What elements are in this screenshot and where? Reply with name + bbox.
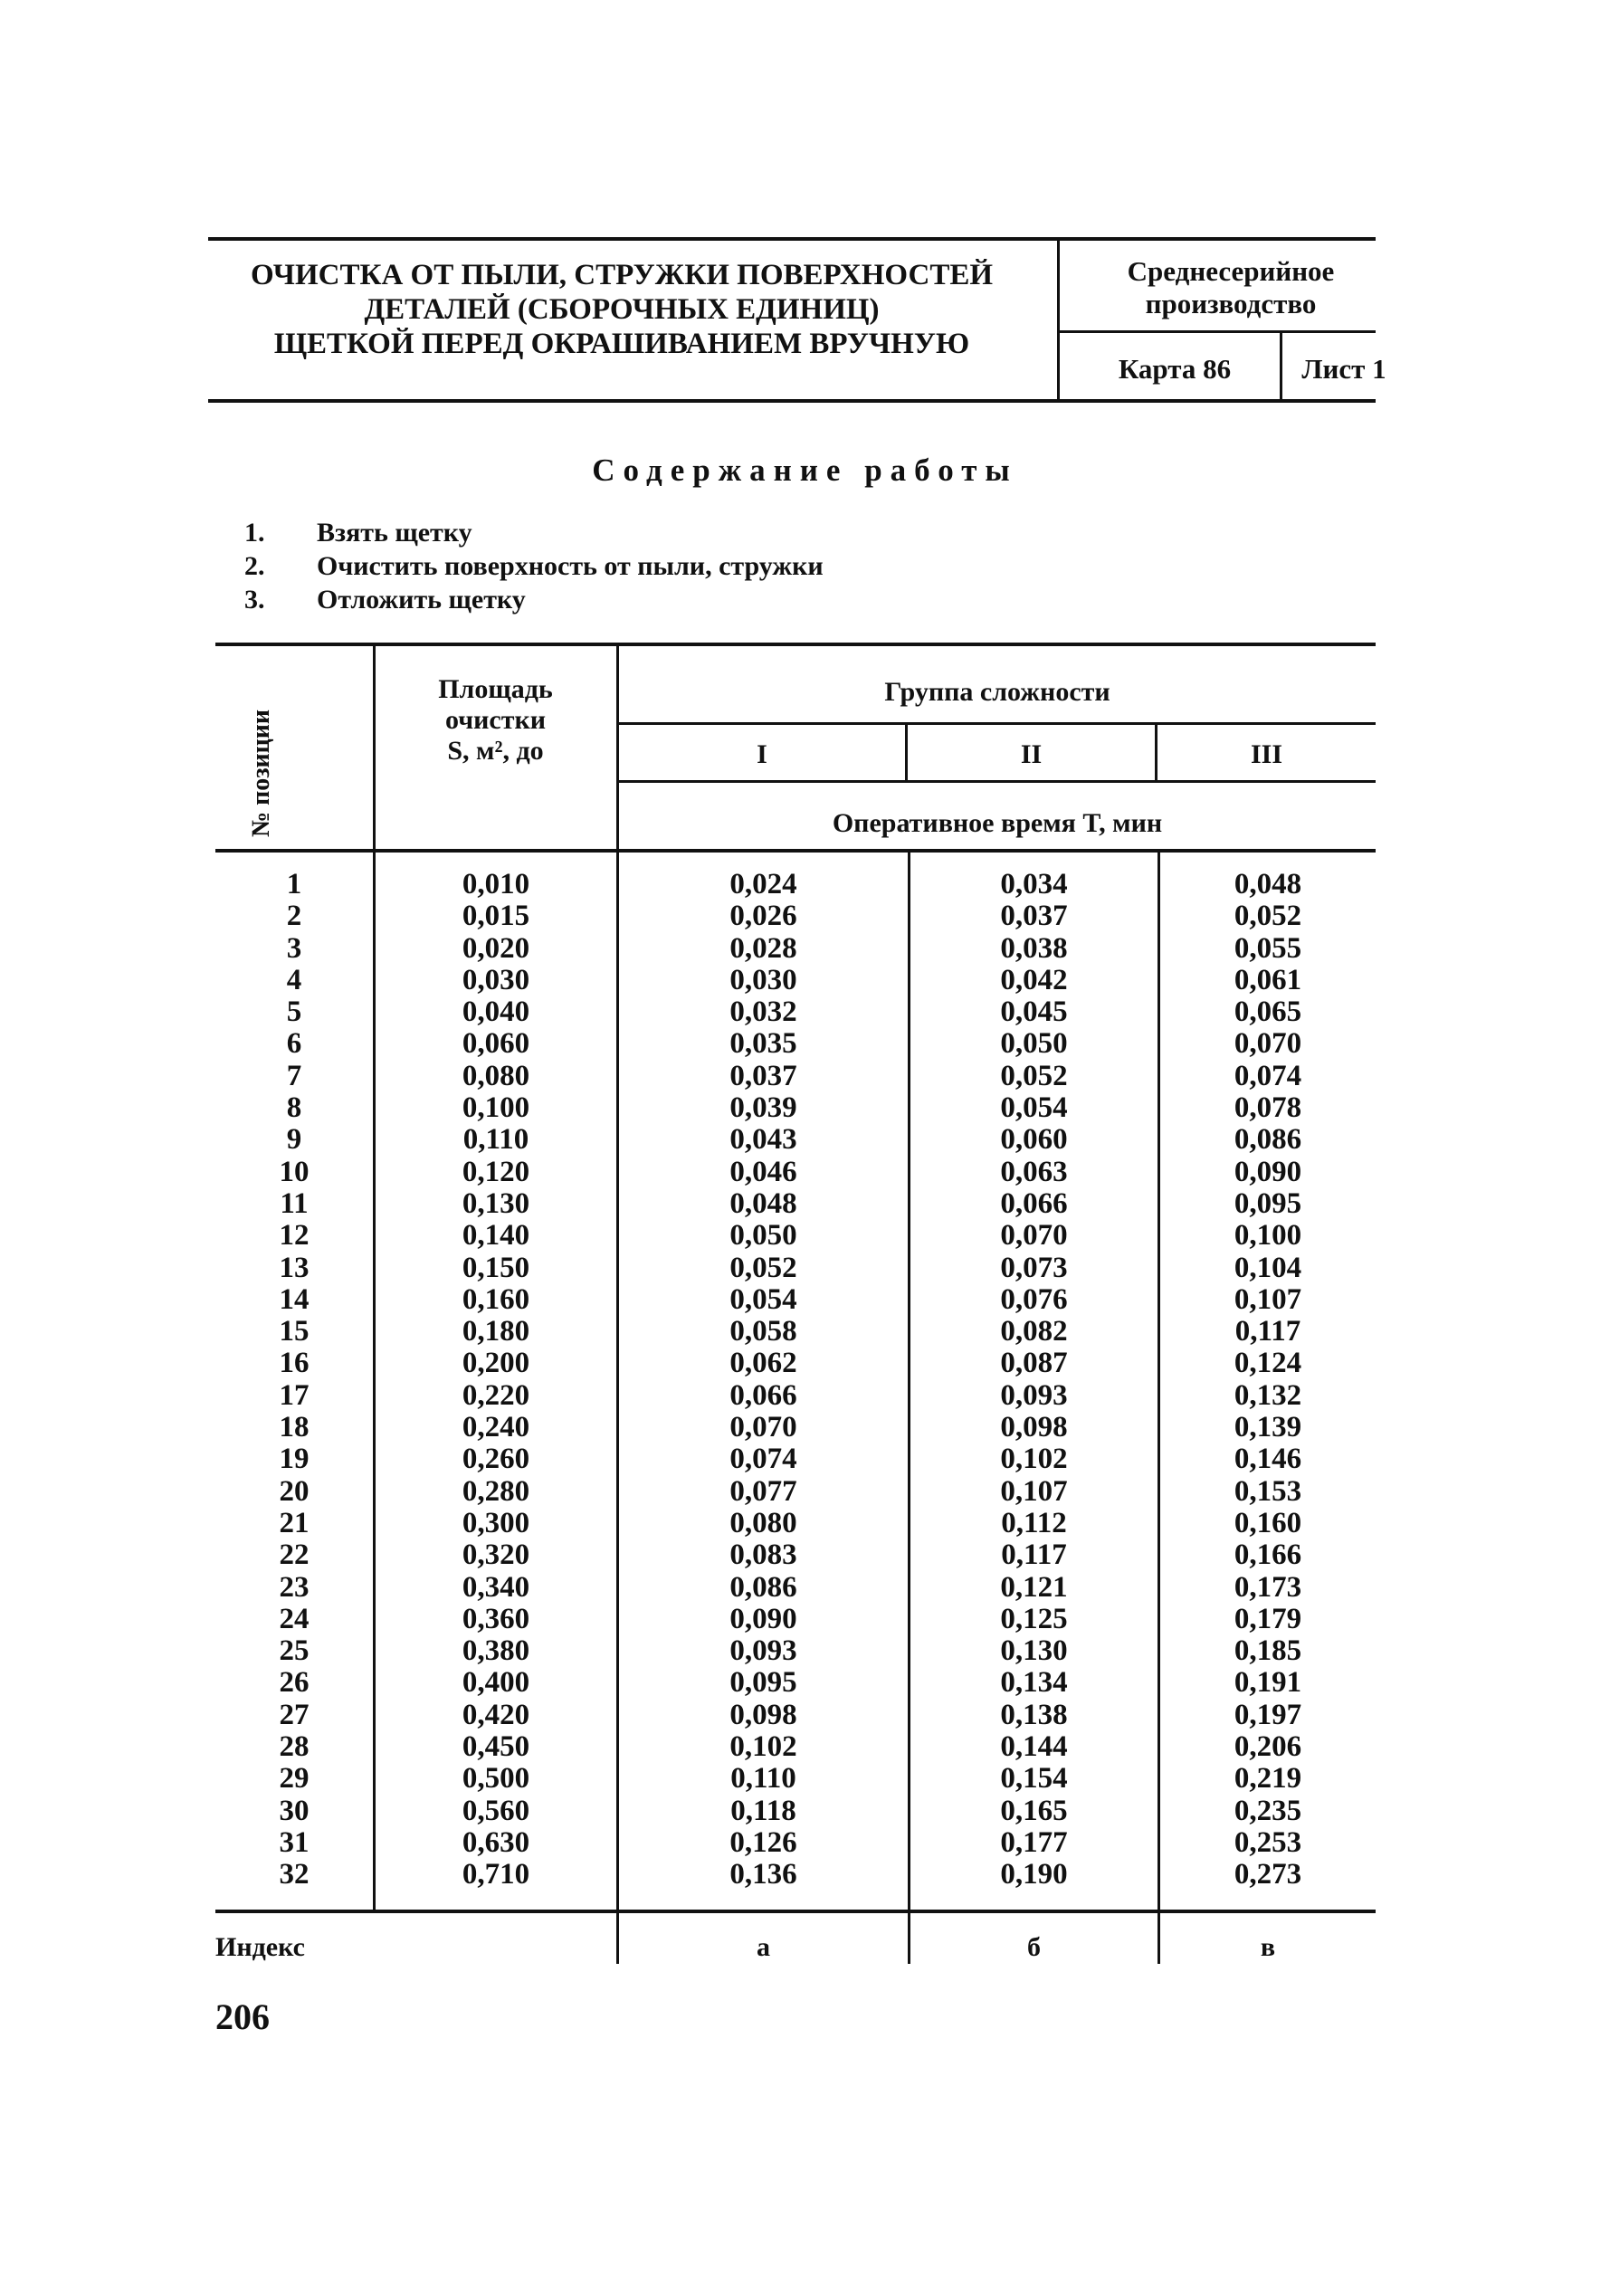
group-1-cell: 0,066 [729, 1378, 797, 1412]
group-3-cell: 0,104 [1234, 1251, 1302, 1284]
sheet-number: Лист 1 [1301, 353, 1386, 385]
group-1-cell: 0,054 [729, 1282, 797, 1316]
area-cell: 0,240 [462, 1411, 530, 1444]
position-cell: 22 [279, 1539, 310, 1572]
index-value-3: в [1260, 1932, 1276, 1962]
area-cell: 0,140 [462, 1219, 530, 1253]
group-header-2: II [1020, 739, 1043, 769]
group-3-cell: 0,179 [1234, 1602, 1302, 1635]
area-cell: 0,300 [462, 1506, 530, 1539]
area-cell: 0,010 [462, 868, 530, 900]
group-1-cell: 0,048 [729, 1186, 797, 1220]
area-cell: 0,120 [462, 1155, 530, 1188]
group-3-cell: 0,070 [1234, 1027, 1302, 1061]
group-1-cell: 0,052 [729, 1251, 797, 1284]
group-2-cell: 0,093 [1000, 1378, 1068, 1412]
group-2-cell: 0,052 [1000, 1059, 1068, 1092]
group-2-cell: 0,063 [1000, 1155, 1068, 1188]
group-1-cell: 0,093 [729, 1634, 797, 1668]
group-1-cell: 0,118 [730, 1794, 796, 1827]
header-mid-rule [1059, 330, 1376, 333]
group-3-cell: 0,078 [1234, 1091, 1302, 1125]
group-2-cell: 0,037 [1000, 900, 1068, 933]
group-2-cell: 0,138 [1000, 1698, 1068, 1731]
group-header-rule [617, 722, 1376, 725]
group-2-cell: 0,050 [1000, 1027, 1068, 1061]
group-1-cell: 0,043 [729, 1123, 797, 1157]
work-step: 3. Отложить щетку [244, 585, 526, 614]
group-1-cell: 0,028 [729, 931, 797, 965]
group-3-cell: 0,055 [1234, 931, 1302, 965]
area-cell: 0,130 [462, 1186, 530, 1220]
group-2-cell: 0,082 [1000, 1315, 1068, 1348]
area-cell: 0,100 [462, 1091, 530, 1125]
group-1-cell: 0,058 [729, 1315, 797, 1348]
area-cell: 0,220 [462, 1378, 530, 1412]
group-3-cell: 0,253 [1234, 1825, 1302, 1859]
position-column-header: № позиции [247, 709, 275, 837]
position-cell: 16 [279, 1347, 310, 1380]
header-bottom-rule [208, 399, 1376, 403]
area-cell: 0,400 [462, 1666, 530, 1700]
group-1-cell: 0,086 [729, 1570, 797, 1604]
group-3-cell: 0,166 [1234, 1539, 1302, 1572]
title-line-1: ОЧИСТКА ОТ ПЫЛИ, СТРУЖКИ ПОВЕРХНОСТЕЙ [250, 259, 994, 291]
group-3-cell: 0,074 [1234, 1059, 1302, 1092]
group-2-cell: 0,045 [1000, 996, 1068, 1029]
area-cell: 0,630 [462, 1825, 530, 1859]
group-1-cell: 0,070 [729, 1411, 797, 1444]
group-2-cell: 0,107 [1000, 1474, 1068, 1508]
area-cell: 0,360 [462, 1602, 530, 1635]
group-2-cell: 0,112 [1001, 1506, 1067, 1539]
group-2-cell: 0,154 [1000, 1762, 1068, 1796]
group-1-cell: 0,090 [729, 1602, 797, 1635]
position-cell: 29 [279, 1762, 310, 1796]
document-title [210, 258, 1034, 361]
group-1-column [619, 869, 908, 1891]
group-2-cell: 0,144 [1000, 1730, 1068, 1764]
work-step: 1. Взять щетку [244, 518, 472, 548]
group-3-cell: 0,139 [1234, 1411, 1302, 1444]
position-cell: 23 [279, 1570, 310, 1604]
work-steps-list [244, 516, 824, 616]
position-cell: 8 [286, 1091, 302, 1125]
area-cell: 0,180 [462, 1315, 530, 1348]
group-2-cell: 0,102 [1000, 1443, 1068, 1476]
position-cell: 18 [279, 1411, 310, 1444]
position-cell: 13 [279, 1251, 310, 1284]
group-1-cell: 0,037 [729, 1059, 797, 1092]
position-cell: 20 [279, 1474, 310, 1508]
group-1-cell: 0,098 [729, 1698, 797, 1731]
position-cell: 31 [279, 1825, 310, 1859]
position-cell: 19 [279, 1443, 310, 1476]
table-header-bottom-rule [215, 849, 1376, 853]
position-cell: 17 [279, 1378, 310, 1412]
group-1-cell: 0,080 [729, 1506, 797, 1539]
group-1-cell: 0,026 [729, 900, 797, 933]
group-2-cell: 0,190 [1000, 1858, 1068, 1891]
group-3-cell: 0,086 [1234, 1123, 1302, 1157]
area-column [376, 869, 616, 1891]
group-2-cell: 0,060 [1000, 1123, 1068, 1157]
group-2-cell: 0,125 [1000, 1602, 1068, 1635]
header-divider [1057, 237, 1060, 403]
group-1-cell: 0,102 [729, 1730, 797, 1764]
production-type [1068, 255, 1394, 320]
position-cell: 1 [286, 868, 302, 900]
area-cell: 0,150 [462, 1251, 530, 1284]
group-3-cell: 0,107 [1234, 1282, 1302, 1316]
group-1-cell: 0,074 [729, 1443, 797, 1476]
group-2-column [910, 869, 1157, 1891]
group-3-cell: 0,124 [1234, 1347, 1302, 1380]
position-cell: 25 [279, 1634, 310, 1668]
production-line-2: производство [1145, 288, 1317, 319]
position-cell: 6 [286, 1027, 302, 1061]
position-cell: 7 [286, 1059, 302, 1092]
area-cell: 0,500 [462, 1762, 530, 1796]
work-step: 2. Очистить поверхность от пыли, стружки [244, 551, 824, 581]
group-3-cell: 0,206 [1234, 1730, 1302, 1764]
group-2-cell: 0,121 [1000, 1570, 1068, 1604]
position-cell: 2 [286, 900, 302, 933]
group-3-cell: 0,146 [1234, 1443, 1302, 1476]
group-1-cell: 0,136 [729, 1858, 797, 1891]
area-cell: 0,015 [462, 900, 530, 933]
position-column [215, 869, 373, 1891]
group-2-cell: 0,034 [1000, 868, 1068, 900]
group-2-cell: 0,054 [1000, 1091, 1068, 1125]
group-1-cell: 0,083 [729, 1539, 797, 1572]
area-cell: 0,160 [462, 1282, 530, 1316]
group-2-cell: 0,076 [1000, 1282, 1068, 1316]
group-2-cell: 0,073 [1000, 1251, 1068, 1284]
position-cell: 32 [279, 1858, 310, 1891]
area-cell: 0,340 [462, 1570, 530, 1604]
position-cell: 10 [279, 1155, 310, 1188]
position-cell: 28 [279, 1730, 310, 1764]
table-bottom-rule [215, 1910, 1376, 1913]
group-3-cell: 0,065 [1234, 996, 1302, 1029]
index-value-2: б [1027, 1932, 1041, 1962]
group-1-cell: 0,050 [729, 1219, 797, 1253]
position-cell: 14 [279, 1282, 310, 1316]
group-3-cell: 0,185 [1234, 1634, 1302, 1668]
area-cell: 0,380 [462, 1634, 530, 1668]
group-2-cell: 0,117 [1001, 1539, 1067, 1572]
group-1-cell: 0,039 [729, 1091, 797, 1125]
group-3-cell: 0,095 [1234, 1186, 1302, 1220]
position-cell: 21 [279, 1506, 310, 1539]
group-3-column [1160, 869, 1376, 1891]
group-header-3: III [1250, 739, 1283, 769]
position-cell: 12 [279, 1219, 310, 1253]
position-cell: 4 [286, 963, 302, 996]
position-cell: 5 [286, 996, 302, 1029]
position-cell: 24 [279, 1602, 310, 1635]
position-cell: 15 [279, 1315, 310, 1348]
area-cell: 0,420 [462, 1698, 530, 1731]
index-value-1: а [757, 1932, 770, 1962]
group-2-cell: 0,177 [1000, 1825, 1068, 1859]
group-3-cell: 0,117 [1234, 1315, 1301, 1348]
group-2-cell: 0,042 [1000, 963, 1068, 996]
group-1-cell: 0,035 [729, 1027, 797, 1061]
group-1-cell: 0,032 [729, 996, 797, 1029]
position-cell: 9 [286, 1123, 302, 1157]
group-3-cell: 0,153 [1234, 1474, 1302, 1508]
group-3-cell: 0,132 [1234, 1378, 1302, 1412]
group-3-cell: 0,197 [1234, 1698, 1302, 1731]
position-cell: 26 [279, 1666, 310, 1700]
index-label: Индекс [215, 1932, 305, 1962]
title-line-3: ЩЕТКОЙ ПЕРЕД ОКРАШИВАНИЕМ ВРУЧНУЮ [273, 328, 970, 360]
groups-bottom-rule [617, 780, 1376, 783]
group-1-cell: 0,030 [729, 963, 797, 996]
area-cell: 0,450 [462, 1730, 530, 1764]
group-2-cell: 0,098 [1000, 1411, 1068, 1444]
group-2-cell: 0,134 [1000, 1666, 1068, 1700]
group-3-cell: 0,052 [1234, 900, 1302, 933]
group-3-cell: 0,173 [1234, 1570, 1302, 1604]
group-1-cell: 0,062 [729, 1347, 797, 1380]
page-number: 206 [215, 1996, 270, 2037]
area-cell: 0,200 [462, 1347, 530, 1380]
area-cell: 0,560 [462, 1794, 530, 1827]
area-cell: 0,710 [462, 1858, 530, 1891]
group-3-cell: 0,090 [1234, 1155, 1302, 1188]
production-line-1: Среднесерийное [1127, 255, 1335, 287]
area-cell: 0,030 [462, 963, 530, 996]
group-1-cell: 0,077 [729, 1474, 797, 1508]
table-top-rule [215, 643, 1376, 646]
position-cell: 3 [286, 931, 302, 965]
group-1-cell: 0,110 [730, 1762, 796, 1796]
group-2-cell: 0,066 [1000, 1186, 1068, 1220]
group-1-cell: 0,095 [729, 1666, 797, 1700]
area-cell: 0,040 [462, 996, 530, 1029]
operative-time-header: Оперативное время T, мин [832, 808, 1163, 838]
group-3-cell: 0,219 [1234, 1762, 1302, 1796]
card-number: Карта 86 [1118, 353, 1232, 385]
group-3-cell: 0,160 [1234, 1506, 1302, 1539]
group-3-cell: 0,235 [1234, 1794, 1302, 1827]
group-3-cell: 0,061 [1234, 963, 1302, 996]
group-2-cell: 0,130 [1000, 1634, 1068, 1668]
work-content-heading: Содержание работы [592, 453, 1018, 488]
area-cell: 0,080 [462, 1059, 530, 1092]
group-3-cell: 0,100 [1234, 1219, 1302, 1253]
complexity-group-header: Группа сложности [884, 677, 1110, 707]
group-3-cell: 0,191 [1234, 1666, 1302, 1700]
group-2-cell: 0,038 [1000, 931, 1068, 965]
area-cell: 0,280 [462, 1474, 530, 1508]
area-column-header: Площадь очистки S, м², до [438, 674, 553, 766]
header-top-rule-right [1059, 237, 1376, 241]
title-line-2: ДЕТАЛЕЙ (СБОРОЧНЫХ ЕДИНИЦ) [364, 293, 880, 326]
group-2-cell: 0,087 [1000, 1347, 1068, 1380]
group-2-cell: 0,070 [1000, 1219, 1068, 1253]
area-cell: 0,320 [462, 1539, 530, 1572]
group-header-1: I [757, 739, 767, 769]
group-1-cell: 0,024 [729, 868, 797, 900]
area-cell: 0,060 [462, 1027, 530, 1061]
group-3-cell: 0,048 [1234, 868, 1302, 900]
area-cell: 0,110 [462, 1123, 529, 1157]
group-2-cell: 0,165 [1000, 1794, 1068, 1827]
group-1-cell: 0,046 [729, 1155, 797, 1188]
position-cell: 11 [280, 1186, 309, 1220]
area-cell: 0,020 [462, 931, 530, 965]
group-1-cell: 0,126 [729, 1825, 797, 1859]
position-cell: 27 [279, 1698, 310, 1731]
position-cell: 30 [279, 1794, 310, 1827]
area-cell: 0,260 [462, 1443, 530, 1476]
group-3-cell: 0,273 [1234, 1858, 1302, 1891]
